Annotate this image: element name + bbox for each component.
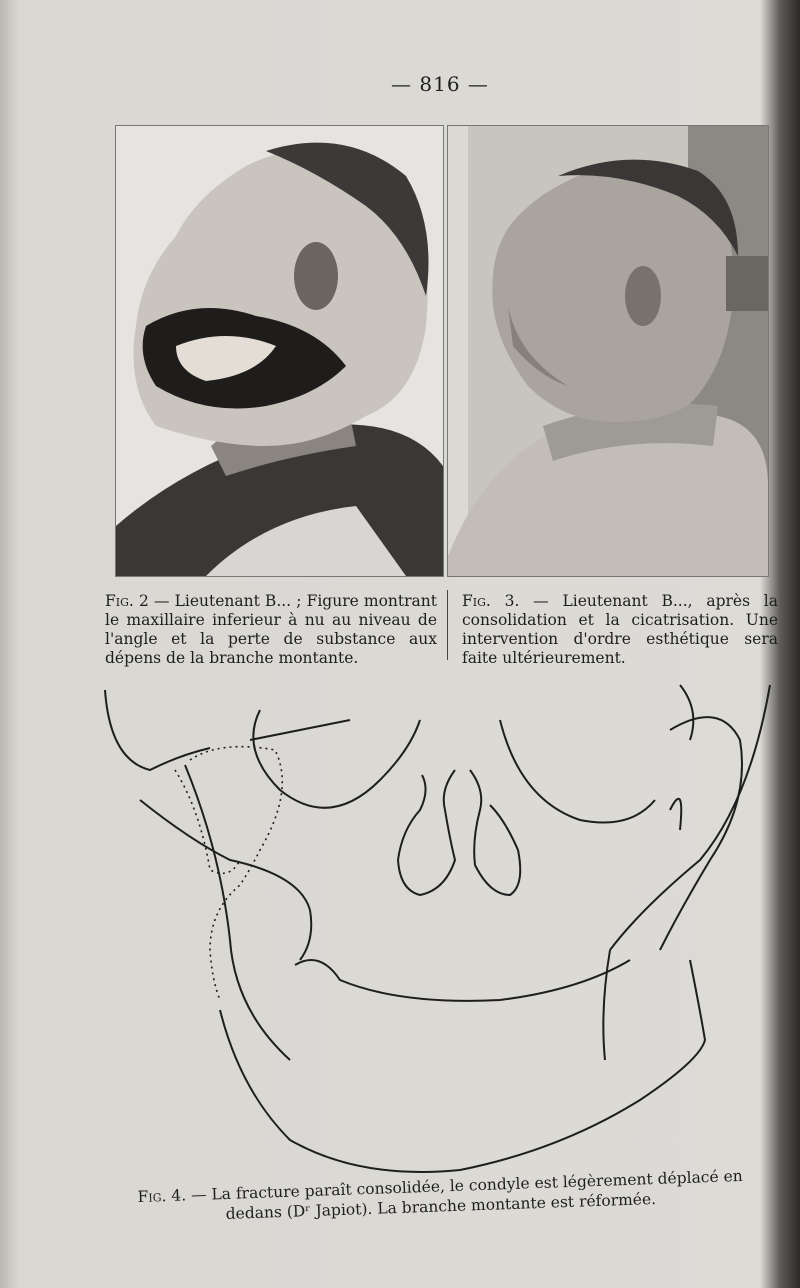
right-condyle-notch: [670, 799, 681, 830]
figure-2-label: Fig. 2: [105, 592, 149, 610]
left-zygomatic-line: [105, 690, 210, 770]
right-ramus-line: [660, 717, 742, 950]
figure-4-label: Fig. 4.: [137, 1186, 187, 1207]
page-number: — 816 —: [391, 72, 489, 96]
left-ramus-line: [140, 800, 311, 960]
figure-2-caption: [105, 592, 437, 668]
figure-2-image: [116, 126, 443, 576]
left-brow-line: [250, 720, 350, 740]
mandible-lower-border: [220, 960, 705, 1172]
figure-3-photo: [447, 125, 769, 577]
right-orbit-line: [500, 720, 655, 823]
figure-4-drawing: [100, 680, 780, 1180]
left-nasal-cavity: [398, 770, 455, 895]
figure-2-text: — Lieutenant B... ; Figure montrant le maxillaire inferieur à nu au niveau de l'angle et la perte de substance aux dépens de la branche montante.: [105, 592, 438, 667]
figure-2-photo: [115, 125, 444, 577]
figure-3-text: — Lieutenant B..., après la consolidation et la cicatrisation. Une intervention d'ordre esthétique sera faite ultérieurement.: [462, 592, 779, 667]
upper-dental-arch: [295, 960, 630, 1001]
figure-3-image: [448, 126, 768, 576]
caption-divider: [447, 590, 448, 660]
figure-3-caption: [462, 592, 778, 668]
condyle-dotted-inner: [175, 770, 240, 873]
right-outer-line: [610, 685, 770, 950]
figure-4-text: — La fracture paraît consolidée, le condyle est légèrement déplacé en dedans (Dʳ Japiot). La branche montante est réformée.: [185, 1166, 743, 1223]
right-temporal-line: [680, 685, 693, 740]
figure-3-label: Fig. 3.: [462, 592, 520, 610]
fractured-condyle-dotted: [190, 747, 282, 1000]
right-mandible-inner: [603, 950, 610, 1060]
left-mandible-outline: [185, 765, 290, 1060]
right-nasal-cavity: [470, 770, 520, 895]
